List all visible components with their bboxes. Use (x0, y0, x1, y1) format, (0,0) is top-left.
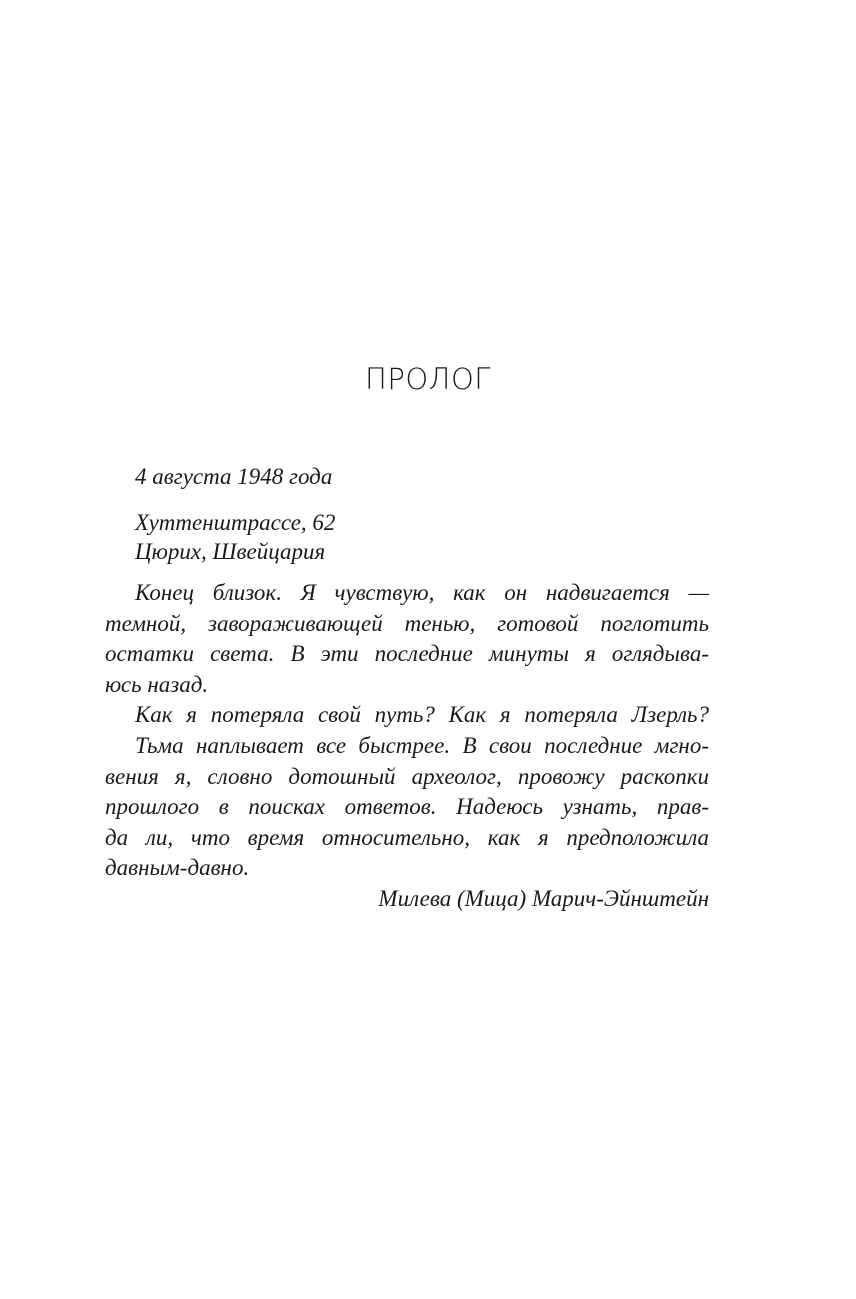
paragraph-line: темной, завораживающей тенью, готовой поглотить (105, 610, 709, 636)
paragraph-line: прошлого в поисках ответов. Надеюсь узнать, прав- (105, 794, 709, 820)
paragraph-line: юсь назад. (105, 671, 209, 697)
paragraph-line: давным-давно. (105, 855, 250, 881)
address-street: Хуттенштрассе, 62 (135, 510, 336, 535)
paragraph-line: Как я потеряла свой путь? Как я потеряла Лзерль? (135, 702, 709, 728)
paragraph-line: остатки света. В эти последние минуты я оглядыва- (105, 641, 709, 667)
paragraph-line: вения я, словно дотошный археолог, провожу раскопки (105, 763, 709, 789)
paragraph-line: Конец близок. Я чувствую, как он надвигается — (135, 580, 709, 605)
address-city: Цюрих, Швейцария (135, 539, 326, 564)
paragraph-line: Тьма наплывает все быстрее. В свои последние мгно- (135, 732, 709, 758)
date-line: 4 августа 1948 года (135, 464, 333, 489)
paragraph-line: да ли, что время относительно, как я предположила (105, 824, 709, 850)
prologue-text (105, 578, 709, 884)
address-block (135, 508, 335, 566)
signature: Милева (Мица) Марич-Эйнштейн (378, 886, 709, 911)
chapter-title: ПРОЛОГ (365, 362, 491, 396)
